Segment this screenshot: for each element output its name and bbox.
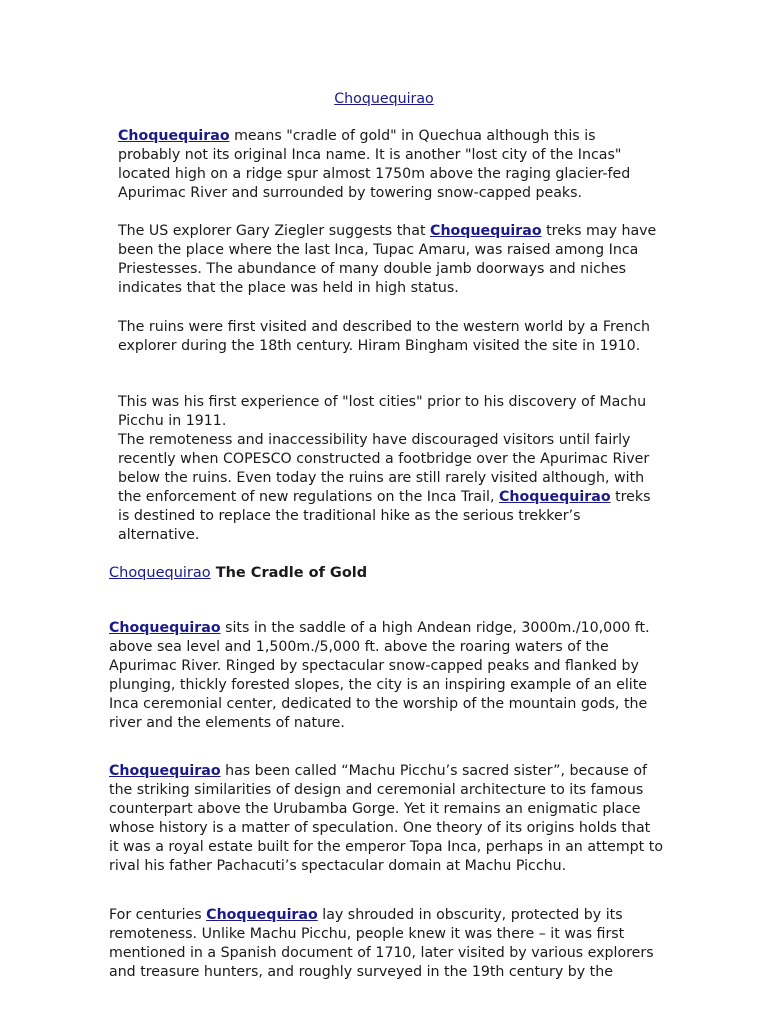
paragraph-lost-cities (118, 393, 658, 545)
paragraph-text: means "cradle of gold" in Quechua although this is probably not its original Inca name. It is another "lost city of the Incas" located high on a ridge spur almost 1750m above the raging glacier-fed Apurimac River and surrounded by towering snow-capped peaks. (118, 128, 631, 201)
paragraph-remoteness (118, 431, 658, 545)
choquequirao-link[interactable]: Choquequirao (109, 565, 211, 581)
choquequirao-link[interactable]: Choquequirao (430, 223, 542, 239)
paragraph-first-visited: The ruins were first visited and described to the western world by a French explorer during the 18th century. Hiram Bingham visited the site in 1910. (118, 319, 651, 354)
paragraph-gary-ziegler (118, 222, 658, 298)
choquequirao-link[interactable]: Choquequirao (206, 907, 318, 923)
choquequirao-link[interactable]: Choquequirao (109, 763, 221, 779)
paragraph-andean-ridge (109, 619, 664, 733)
paragraph-text: The US explorer Gary Ziegler suggests that (118, 223, 431, 239)
choquequirao-link[interactable]: Choquequirao (118, 128, 230, 144)
paragraph-text: has been called “Machu Picchu’s sacred sister”, because of the striking similarities of design and ceremonial architecture to its famous counterpart above the Urubamba Gorge. Yet it remains an enigmatic place whose history is a matter of speculation. One theory of its origins holds that it was a royal estate built for the emperor Topa Inca, perhaps in an attempt to rival his father Pachacuti’s spectacular domain at Machu Picchu. (109, 763, 664, 874)
paragraph-obscurity (109, 906, 664, 982)
paragraph-text: lay shrouded in obscurity, protected by its remoteness. Unlike Machu Picchu, people knew it was there – it was first mentioned in a Spanish document of 1710, later visited by various explorers and treasure hunters, and roughly surveyed in the 19th century by the (109, 907, 654, 980)
paragraph-text: treks may have been the place where the last Inca, Tupac Amaru, was raised among Inca Priestesses. The abundance of many double jamb doorways and niches indicates that the place was held in high status. (118, 223, 657, 296)
paragraph-text: For centuries (109, 907, 207, 923)
paragraph-text: This was his first experience of "lost cities" prior to his discovery of Machu Picchu in 1911. (118, 394, 647, 429)
heading-text: The Cradle of Gold (210, 565, 368, 581)
paragraph-sacred-sister (109, 762, 664, 876)
section-heading-cradle-of-gold (109, 564, 367, 583)
paragraph-text: sits in the saddle of a high Andean ridge, 3000m./10,000 ft. above sea level and 1,500m./5,000 ft. above the roaring waters of the Apurimac River. Ringed by spectacular snow-capped peaks and flanked by plunging, thickly forested slopes, the city is an inspiring example of an elite Inca ceremonial center, dedicated to the worship of the mountain gods, the river and the elements of nature. (109, 620, 650, 731)
choquequirao-link[interactable]: Choquequirao (109, 620, 221, 636)
paragraph-text: The remoteness and inaccessibility have discouraged visitors until fairly recently when COPESCO constructed a footbridge over the Apurimac River below the ruins. Even today the ruins are still rarely visited although, with the enforcement of new regulations on the Inca Trail, (118, 432, 650, 505)
choquequirao-link[interactable]: Choquequirao (499, 489, 611, 505)
paragraph-text: treks is destined to replace the traditional hike as the serious trekker’s alternative. (118, 489, 651, 543)
page-title[interactable]: Choquequirao (334, 91, 434, 107)
paragraph-cradle-of-gold-meaning (118, 127, 658, 203)
